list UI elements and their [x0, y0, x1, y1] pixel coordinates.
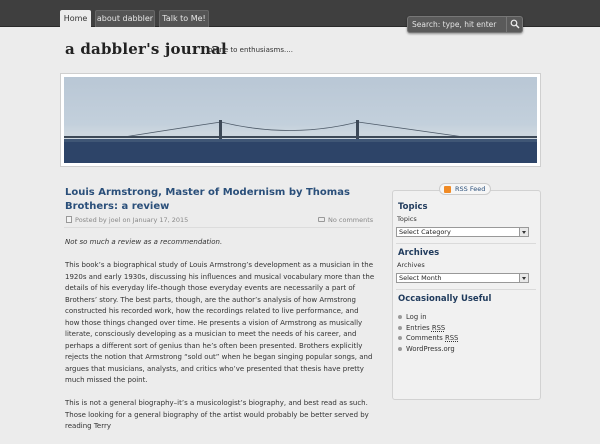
comment-bubble-icon	[318, 217, 325, 222]
wordpress-org-text[interactable]: WordPress.org	[406, 344, 455, 353]
archives-widget-title: Archives	[398, 248, 440, 258]
topics-label: Topics	[397, 215, 417, 223]
archives-label: Archives	[397, 261, 425, 269]
rss-abbr: RSS	[431, 323, 446, 332]
comments-text[interactable]: No comments	[328, 216, 374, 224]
post-meta-text: Posted by joel on January 17, 2015	[75, 216, 189, 224]
comments-rss-link[interactable]	[398, 333, 458, 344]
widget-divider	[396, 289, 536, 290]
search-input[interactable]	[410, 17, 506, 32]
rss-icon	[444, 186, 451, 193]
rss-abbr: RSS	[445, 334, 459, 342]
nav-tab-about-dabbler[interactable]: about dabbler	[95, 10, 155, 27]
bridge-banner-image	[64, 77, 537, 163]
month-select-value: Select Month	[399, 274, 442, 282]
post-meta	[66, 216, 188, 224]
document-icon	[66, 216, 72, 223]
search-icon	[510, 19, 520, 29]
wordpress-org-link[interactable]	[398, 344, 458, 355]
site-title[interactable]: a dabbler's journal	[65, 40, 227, 58]
post-paragraph: This is not a general biography–it’s a musicologist’s biography, and best read as such. Those looking for a general biography of the artist would probably be better served by reading Terry	[65, 399, 369, 430]
entries-rss-link[interactable]	[398, 323, 458, 334]
entries-text[interactable]: Entries	[406, 323, 432, 332]
widget-divider	[396, 243, 536, 244]
nav-tab-talk-to-me[interactable]: Talk to Me!	[159, 10, 209, 27]
search-box	[407, 16, 523, 33]
nav-tab-home[interactable]: Home	[60, 10, 91, 27]
occasionally-useful-widget-title: Occasionally Useful	[398, 294, 492, 304]
rss-feed-link[interactable]	[439, 183, 491, 195]
site-description: prone to enthusiasms....	[208, 46, 293, 54]
month-select[interactable]	[396, 273, 529, 283]
category-select[interactable]	[396, 227, 529, 237]
rss-feed-label[interactable]: RSS Feed	[455, 185, 486, 193]
post-body	[65, 237, 375, 444]
post-paragraph: This book’s a biographical study of Louis Armstrong’s development as a musician in the 1920s and early 1930s, discussing his influences and musical vocabulary more than the details of his everyday life–though those everyday events are necessarily a part of Brothers’ story. The best parts, though, are the author’s analysis of how Armstrong constructed his recorded work, how the recordings related to live performance, and how those things changed over time. He presents a vision of Armstrong as musically literate, consciously developing as a musician to meet the needs of his career, and perhaps a different sort of genius than he’s often been presented. Brothers explicitly rejects the notion that Armstrong “sold out” when he began singing popular songs, and argues that musicians, analysts, and critics who’ve presented that thesis have pretty much missed the point.	[65, 261, 375, 384]
post-paragraph: Not so much a review as a recommendation.	[65, 238, 223, 246]
meta-links-list	[398, 312, 458, 354]
post-title[interactable]: Louis Armstrong, Master of Modernism by Thomas Brothers: a review	[65, 187, 350, 212]
chevron-down-icon	[519, 228, 528, 236]
chevron-down-icon	[519, 274, 528, 282]
log-in-text[interactable]: Log in	[406, 313, 427, 321]
log-in-link[interactable]	[398, 312, 458, 323]
comments-rss-text[interactable]: Comments	[406, 334, 446, 342]
category-select-value: Select Category	[399, 228, 451, 236]
post-meta-divider	[64, 227, 370, 228]
header-banner	[60, 73, 541, 167]
search-button[interactable]	[506, 17, 522, 32]
comments-link[interactable]	[318, 216, 373, 224]
topics-widget-title: Topics	[398, 202, 428, 212]
